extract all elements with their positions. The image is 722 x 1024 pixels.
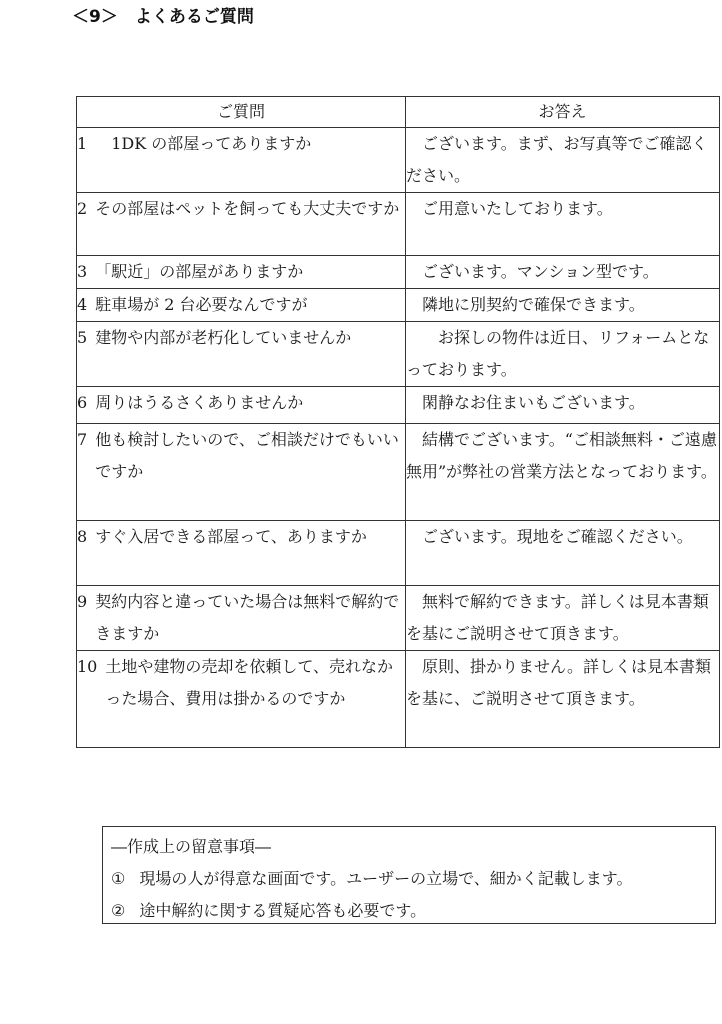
table-row [77,521,720,586]
question-number: 2 [77,199,88,218]
table-row [77,424,720,521]
column-header-question: ご質問 [77,97,406,128]
question-number: 8 [77,527,88,546]
question-number: 3 [77,262,88,281]
question-number: 6 [77,393,88,412]
question-cell [77,322,406,387]
question-text: 1DK の部屋ってありますか [95,134,312,153]
answer-cell: ご用意いたしております。 [406,193,720,256]
question-text: 建物や内部が老朽化していませんか [95,328,352,347]
answer-cell: 無料で解約できます。詳しくは見本書類を基にご説明させて頂きます。 [406,586,720,651]
table-header-row [77,97,720,128]
question-cell [77,128,406,193]
table-row [77,651,720,748]
question-text: 他も検討したいので、ご相談だけでもいいですか [95,430,399,481]
table-row [77,322,720,387]
question-cell [77,289,406,322]
question-text: すぐ入居できる部屋って、ありますか [95,527,367,546]
column-header-answer: お答え [406,97,720,128]
table-row [77,586,720,651]
table-row [77,256,720,289]
question-cell [77,586,406,651]
note-item [111,863,707,895]
question-cell [77,387,406,424]
question-cell [77,256,406,289]
table-row [77,193,720,256]
table-row [77,128,720,193]
question-text: 土地や建物の売却を依頼して、売れなかった場合、費用は掛かるのですか [105,657,394,708]
question-number: 9 [77,592,88,611]
question-number: 7 [77,430,88,449]
answer-cell: ございます。まず、お写真等でご確認ください。 [406,128,720,193]
question-cell [77,651,406,748]
notes-box [102,826,716,924]
note-marker: ① [111,869,126,888]
answer-cell: お探しの物件は近日、リフォームとなっております。 [406,322,720,387]
note-item [111,895,707,927]
note-text: 現場の人が得意な画面です。ユーザーの立場で、細かく記載します。 [139,869,633,888]
question-cell [77,424,406,521]
question-cell [77,193,406,256]
question-number: 5 [77,328,88,347]
answer-cell: ございます。現地をご確認ください。 [406,521,720,586]
note-text: 途中解約に関する質疑応答も必要です。 [139,901,427,920]
question-text: その部屋はペットを飼っても大丈夫ですか [95,199,400,218]
question-cell [77,521,406,586]
notes-title: ―作成上の留意事項― [111,837,272,856]
faq-table [76,96,720,748]
question-number: 10 [77,657,98,676]
question-number: 4 [77,295,88,314]
answer-cell: ございます。マンション型です。 [406,256,720,289]
table-row [77,289,720,322]
table-row [77,387,720,424]
note-marker: ② [111,901,126,920]
question-text: 契約内容と違っていた場合は無料で解約できますか [95,592,400,643]
question-text: 「駅近」の部屋がありますか [95,262,304,281]
answer-cell: 隣地に別契約で確保できます。 [406,289,720,322]
section-heading: ＜9＞ よくあるご質問 [72,7,254,27]
answer-cell: 原則、掛かりません。詳しくは見本書類を基に、ご説明させて頂きます。 [406,651,720,748]
answer-cell: 結構でございます。“ご相談無料・ご遠慮無用”が弊社の営業方法となっております。 [406,424,720,521]
question-text: 周りはうるさくありませんか [95,393,304,412]
question-text: 駐車場が 2 台必要なんですが [95,295,308,314]
answer-cell: 閑静なお住まいもございます。 [406,387,720,424]
question-number: 1 [77,134,88,153]
